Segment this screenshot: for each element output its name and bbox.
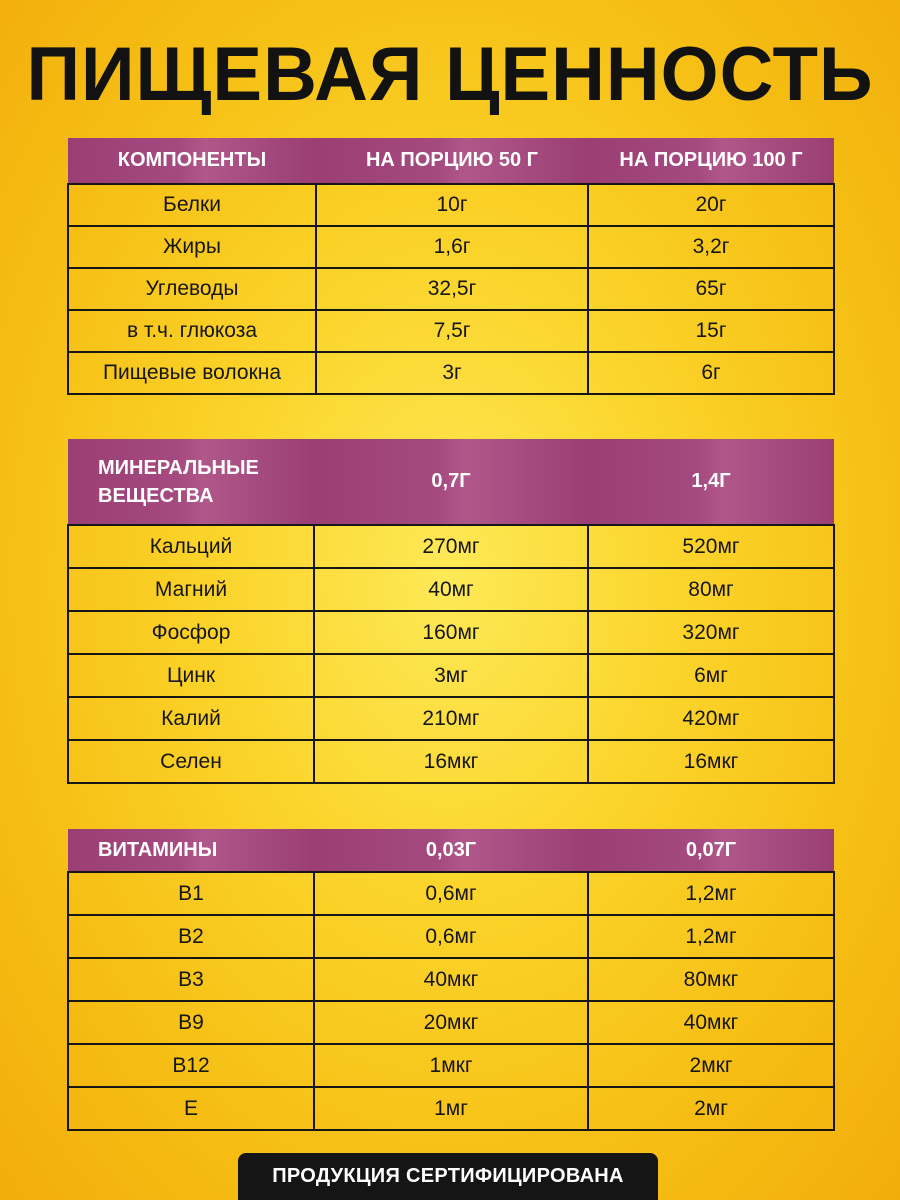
value-cell: 32,5г: [316, 268, 588, 310]
table-header-row: [68, 439, 834, 525]
row-label: B1: [68, 872, 314, 915]
table-row: [68, 1001, 834, 1044]
row-label: E: [68, 1087, 314, 1130]
table-header-row: [68, 829, 834, 872]
table-row: [68, 525, 834, 568]
value-cell: 3г: [316, 352, 588, 394]
row-label: Пищевые волокна: [68, 352, 316, 394]
header-cell: 1,4Г: [588, 439, 834, 525]
value-cell: 6мг: [588, 654, 834, 697]
value-cell: 65г: [588, 268, 834, 310]
value-cell: 1,2мг: [588, 872, 834, 915]
row-label: B3: [68, 958, 314, 1001]
value-cell: 270мг: [314, 525, 588, 568]
value-cell: 16мкг: [588, 740, 834, 783]
page-title: ПИЩЕВАЯ ЦЕННОСТЬ: [26, 32, 874, 117]
table-row: [68, 184, 834, 226]
table-row: [68, 654, 834, 697]
table-row: [68, 226, 834, 268]
table-row: [68, 568, 834, 611]
value-cell: 16мкг: [314, 740, 588, 783]
value-cell: 2мг: [588, 1087, 834, 1130]
value-cell: 80мг: [588, 568, 834, 611]
value-cell: 40мкг: [314, 958, 588, 1001]
value-cell: 6г: [588, 352, 834, 394]
header-cell: 0,7Г: [314, 439, 588, 525]
row-label: B12: [68, 1044, 314, 1087]
value-cell: 160мг: [314, 611, 588, 654]
row-label: Магний: [68, 568, 314, 611]
row-label: в т.ч. глюкоза: [68, 310, 316, 352]
table-row: [68, 740, 834, 783]
value-cell: 0,6мг: [314, 915, 588, 958]
table-row: [68, 352, 834, 394]
value-cell: 3мг: [314, 654, 588, 697]
header-cell: МИНЕРАЛЬНЫЕ ВЕЩЕСТВА: [68, 439, 314, 525]
value-cell: 0,6мг: [314, 872, 588, 915]
table-row: [68, 310, 834, 352]
certified-badge: ПРОДУКЦИЯ СЕРТИФИЦИРОВАНА: [238, 1153, 658, 1200]
minerals-table: [67, 439, 835, 784]
row-label: Цинк: [68, 654, 314, 697]
table-row: [68, 1044, 834, 1087]
header-cell: 0,03Г: [314, 829, 588, 872]
value-cell: 3,2г: [588, 226, 834, 268]
table-row: [68, 958, 834, 1001]
row-label: Селен: [68, 740, 314, 783]
table-header-row: [68, 138, 834, 184]
header-cell: НА ПОРЦИЮ 50 Г: [316, 138, 588, 184]
table-row: [68, 697, 834, 740]
value-cell: 1мг: [314, 1087, 588, 1130]
value-cell: 20г: [588, 184, 834, 226]
value-cell: 40мг: [314, 568, 588, 611]
row-label: Калий: [68, 697, 314, 740]
header-cell: НА ПОРЦИЮ 100 Г: [588, 138, 834, 184]
header-cell: КОМПОНЕНТЫ: [68, 138, 316, 184]
value-cell: 20мкг: [314, 1001, 588, 1044]
row-label: B2: [68, 915, 314, 958]
nutrition-table: [67, 138, 835, 395]
value-cell: 2мкг: [588, 1044, 834, 1087]
value-cell: 10г: [316, 184, 588, 226]
table-row: [68, 872, 834, 915]
header-cell: 0,07Г: [588, 829, 834, 872]
value-cell: 520мг: [588, 525, 834, 568]
vitamins-table: [67, 829, 835, 1131]
value-cell: 80мкг: [588, 958, 834, 1001]
table-row: [68, 1087, 834, 1130]
row-label: Фосфор: [68, 611, 314, 654]
row-label: Кальций: [68, 525, 314, 568]
value-cell: 15г: [588, 310, 834, 352]
value-cell: 210мг: [314, 697, 588, 740]
table-row: [68, 915, 834, 958]
row-label: Жиры: [68, 226, 316, 268]
value-cell: 1,2мг: [588, 915, 834, 958]
table-row: [68, 268, 834, 310]
value-cell: 420мг: [588, 697, 834, 740]
table-row: [68, 611, 834, 654]
value-cell: 1мкг: [314, 1044, 588, 1087]
header-cell: ВИТАМИНЫ: [68, 829, 314, 872]
value-cell: 7,5г: [316, 310, 588, 352]
row-label: B9: [68, 1001, 314, 1044]
value-cell: 1,6г: [316, 226, 588, 268]
row-label: Белки: [68, 184, 316, 226]
value-cell: 40мкг: [588, 1001, 834, 1044]
value-cell: 320мг: [588, 611, 834, 654]
row-label: Углеводы: [68, 268, 316, 310]
